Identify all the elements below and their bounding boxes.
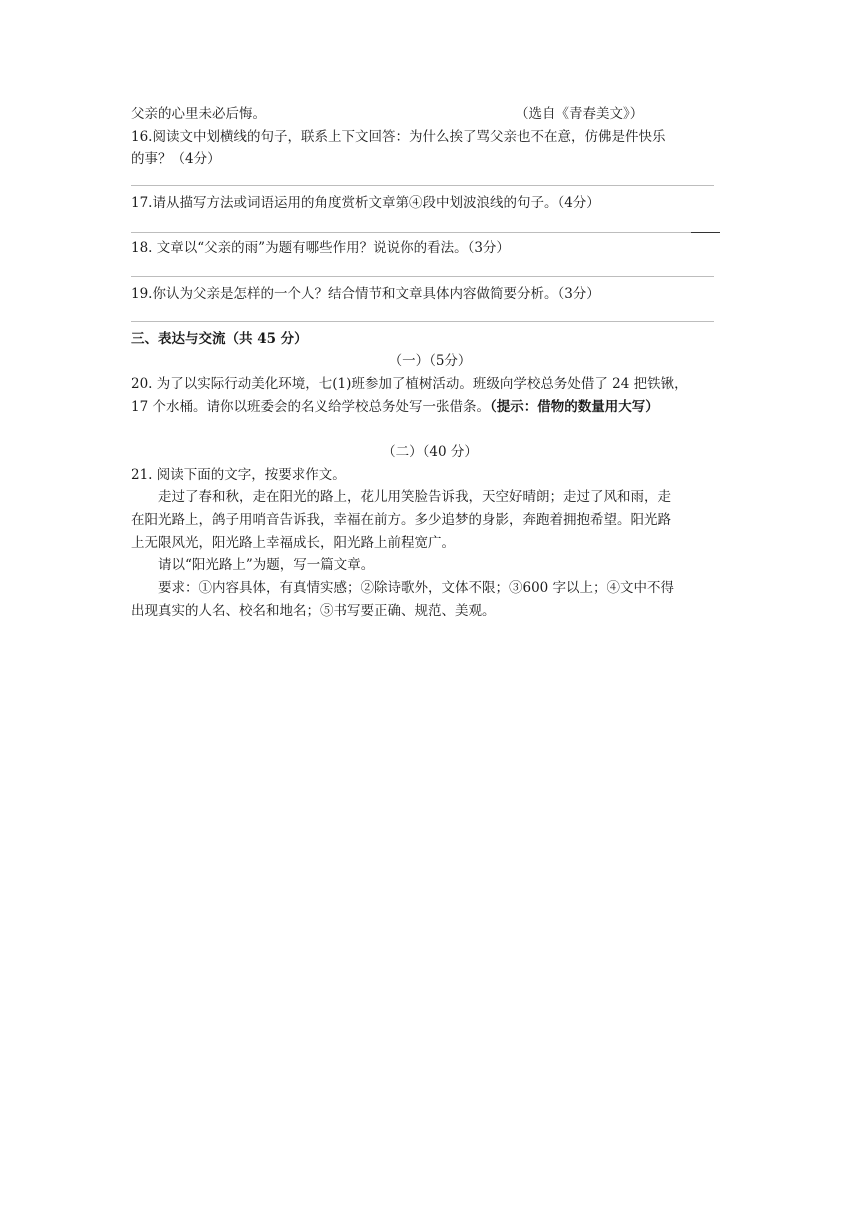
question-20-line2 xyxy=(131,396,659,418)
question-20-line1: 20. 为了以实际行动美化环境，七(1)班参加了植树活动。班级向学校总务处借了 24 把铁锹， xyxy=(131,376,688,392)
passage-end-text: 父亲的心里未必后悔。 xyxy=(131,106,266,122)
part-1-heading: （一）（5分） xyxy=(388,353,472,369)
prompt-paragraph-line3: 上无限风光，阳光路上幸福成长，阳光路上前程宽广。 xyxy=(131,535,455,551)
question-20-hint: （提示：借物的数量用大写） xyxy=(489,399,659,415)
answer-line-17[interactable] xyxy=(131,232,691,233)
source-citation: （选自《青春美文》） xyxy=(515,106,644,122)
answer-line-17-end xyxy=(691,232,720,233)
requirements-line2: 出现真实的人名、校名和地名；⑤书写要正确、规范、美观。 xyxy=(131,603,496,619)
prompt-paragraph-line2: 在阳光路上，鸽子用哨音告诉我，幸福在前方。多少追梦的身影，奔跑着拥抱希望。阳光路 xyxy=(131,512,671,528)
question-18: 18. 文章以“父亲的雨”为题有哪些作用？说说你的看法。（3分） xyxy=(131,240,510,256)
question-16-line1: 16.阅读文中划横线的句子，联系上下文回答：为什么挨了骂父亲也不在意，仿佛是件快乐 xyxy=(131,129,666,145)
essay-title-instruction: 请以“阳光路上”为题，写一篇文章。 xyxy=(158,557,375,573)
prompt-paragraph-line1: 走过了春和秋，走在阳光的路上，花儿用笑脸告诉我，天空好晴朗；走过了风和雨，走 xyxy=(158,489,671,505)
question-21-intro: 21. 阅读下面的文字，按要求作文。 xyxy=(131,467,346,483)
answer-line-18[interactable] xyxy=(131,276,714,277)
question-17: 17.请从描写方法或词语运用的角度赏析文章第④段中划波浪线的句子。（4分） xyxy=(131,195,600,211)
question-19: 19.你认为父亲是怎样的一个人？结合情节和文章具体内容做简要分析。（3分） xyxy=(131,286,600,302)
section-3-title: 三、表达与交流（共 45 分） xyxy=(131,331,308,347)
part-2-heading: （二）（40 分） xyxy=(382,444,478,460)
answer-line-16[interactable] xyxy=(131,185,714,186)
requirements-line1: 要求：①内容具体，有真情实感；②除诗歌外，文体不限；③600 字以上；④文中不得 xyxy=(158,580,675,596)
answer-line-19[interactable] xyxy=(131,321,714,322)
question-20-text: 17 个水桶。请你以班委会的名义给学校总务处写一张借条。 xyxy=(131,399,490,415)
question-16-line2: 的事？（4分） xyxy=(131,151,221,167)
